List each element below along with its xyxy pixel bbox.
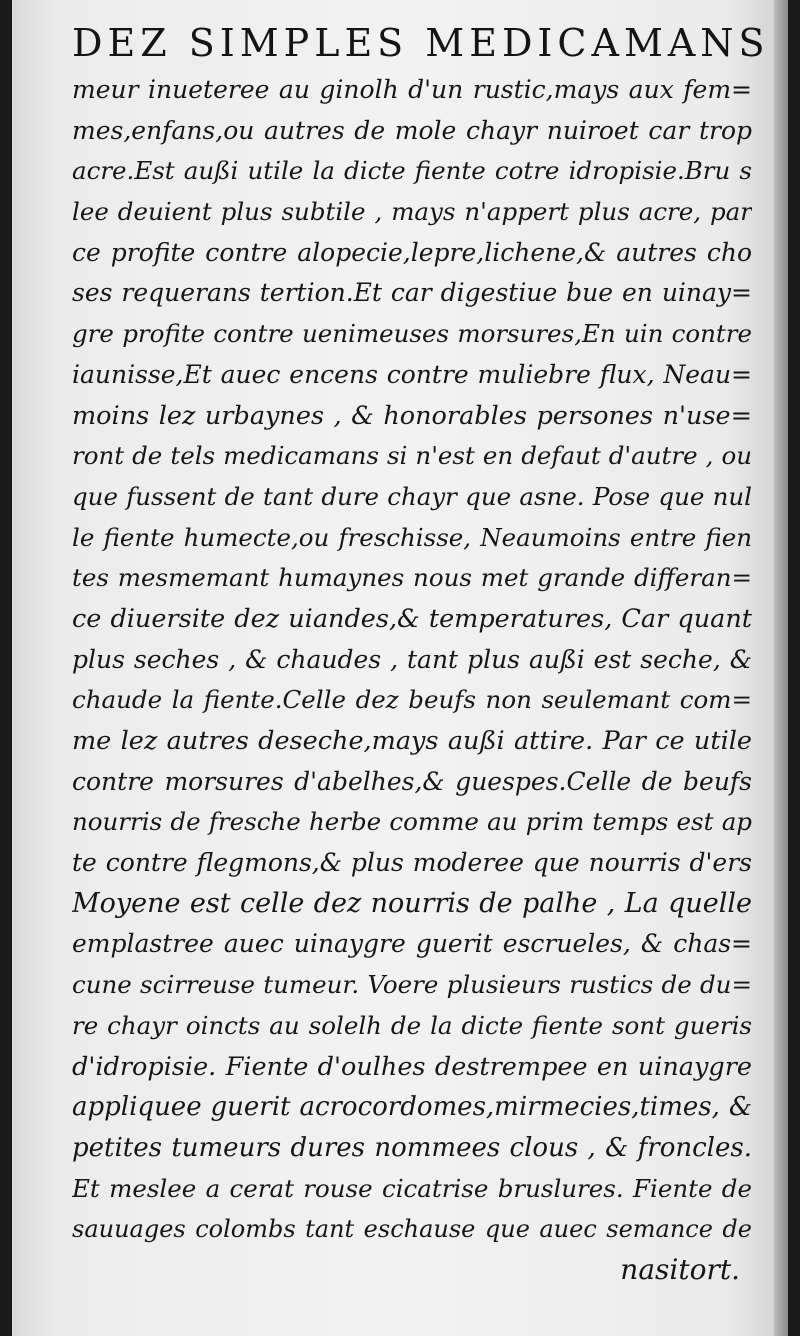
text-line: nourris de fresche herbe comme au prim temps est ap	[72, 807, 752, 837]
text-line: acre.Est außi utile la dicte fiente cotre idropisie.Bru s	[72, 156, 752, 186]
text-line: Moyene est celle dez nourris de palhe , La quelle	[72, 887, 752, 919]
body-text	[72, 70, 752, 1291]
text-line: ce profite contre alopecie,lepre,lichene,& autres cho	[72, 237, 752, 267]
text-line: mes,enfans,ou autres de mole chayr nuiroet car trop	[72, 115, 752, 145]
text-line: plus seches , & chaudes , tant plus außi est seche, &	[72, 644, 752, 674]
text-line: nasitort.	[620, 1252, 740, 1286]
text-line: re chayr oincts au solelh de la dicte fiente sont gueris	[72, 1010, 752, 1040]
text-line: gre profite contre uenimeuses morsures,En uin contre	[72, 319, 752, 349]
text-line: le fiente humecte,ou freschisse, Neaumoins entre fien	[72, 522, 752, 552]
text-line: te contre flegmons,& plus moderee que nourris d'ers	[72, 848, 752, 878]
text-line: petites tumeurs dures nommees clous , & froncles.	[72, 1132, 752, 1163]
text-line: chaude la fiente.Celle dez beufs non seulemant com=	[72, 685, 752, 715]
book-page	[12, 0, 788, 1336]
text-line: d'idropisie. Fiente d'oulhes destrempee en uinaygre	[72, 1051, 752, 1082]
text-line: lee deuient plus subtile , mays n'appert plus acre, par	[72, 197, 752, 227]
page-gutter-shadow	[774, 0, 788, 1336]
text-line: cune scirreuse tumeur. Voere plusieurs rustics de du=	[72, 970, 752, 1000]
text-line: appliquee guerit acrocordomes,mirmecies,times, &	[72, 1092, 752, 1123]
text-line: emplastree auec uinaygre guerit escrueles, & chas=	[72, 929, 752, 959]
text-line: iaunisse,Et auec encens contre muliebre flux, Neau=	[72, 359, 752, 389]
running-header: DEZ SIMPLES MEDICAMANS	[72, 21, 770, 65]
text-line: ce diuersite dez uiandes,& temperatures, Car quant	[72, 603, 752, 634]
text-line: contre morsures d'abelhes,& guespes.Celle de beufs	[72, 766, 752, 796]
text-line: tes mesmemant humaynes nous met grande differan=	[72, 563, 752, 593]
text-line: Et meslee a cerat rouse cicatrise bruslures. Fiente de	[72, 1173, 752, 1203]
text-line: ront de tels medicamans si n'est en defaut d'autre , ou	[72, 441, 752, 471]
text-line: meur inueteree au ginolh d'un rustic,mays aux fem=	[72, 75, 752, 104]
text-line: me lez autres deseche,mays außi attire. Par ce utile	[72, 726, 752, 756]
text-line: sauuages colombs tant eschause que auec semance de	[72, 1215, 752, 1244]
text-line: moins lez urbaynes , & honorables persones n'use=	[72, 400, 752, 431]
text-line: ses requerans tertion.Et car digestiue bue en uinay=	[72, 278, 752, 308]
text-line: que fussent de tant dure chayr que asne. Pose que nul	[72, 481, 752, 511]
